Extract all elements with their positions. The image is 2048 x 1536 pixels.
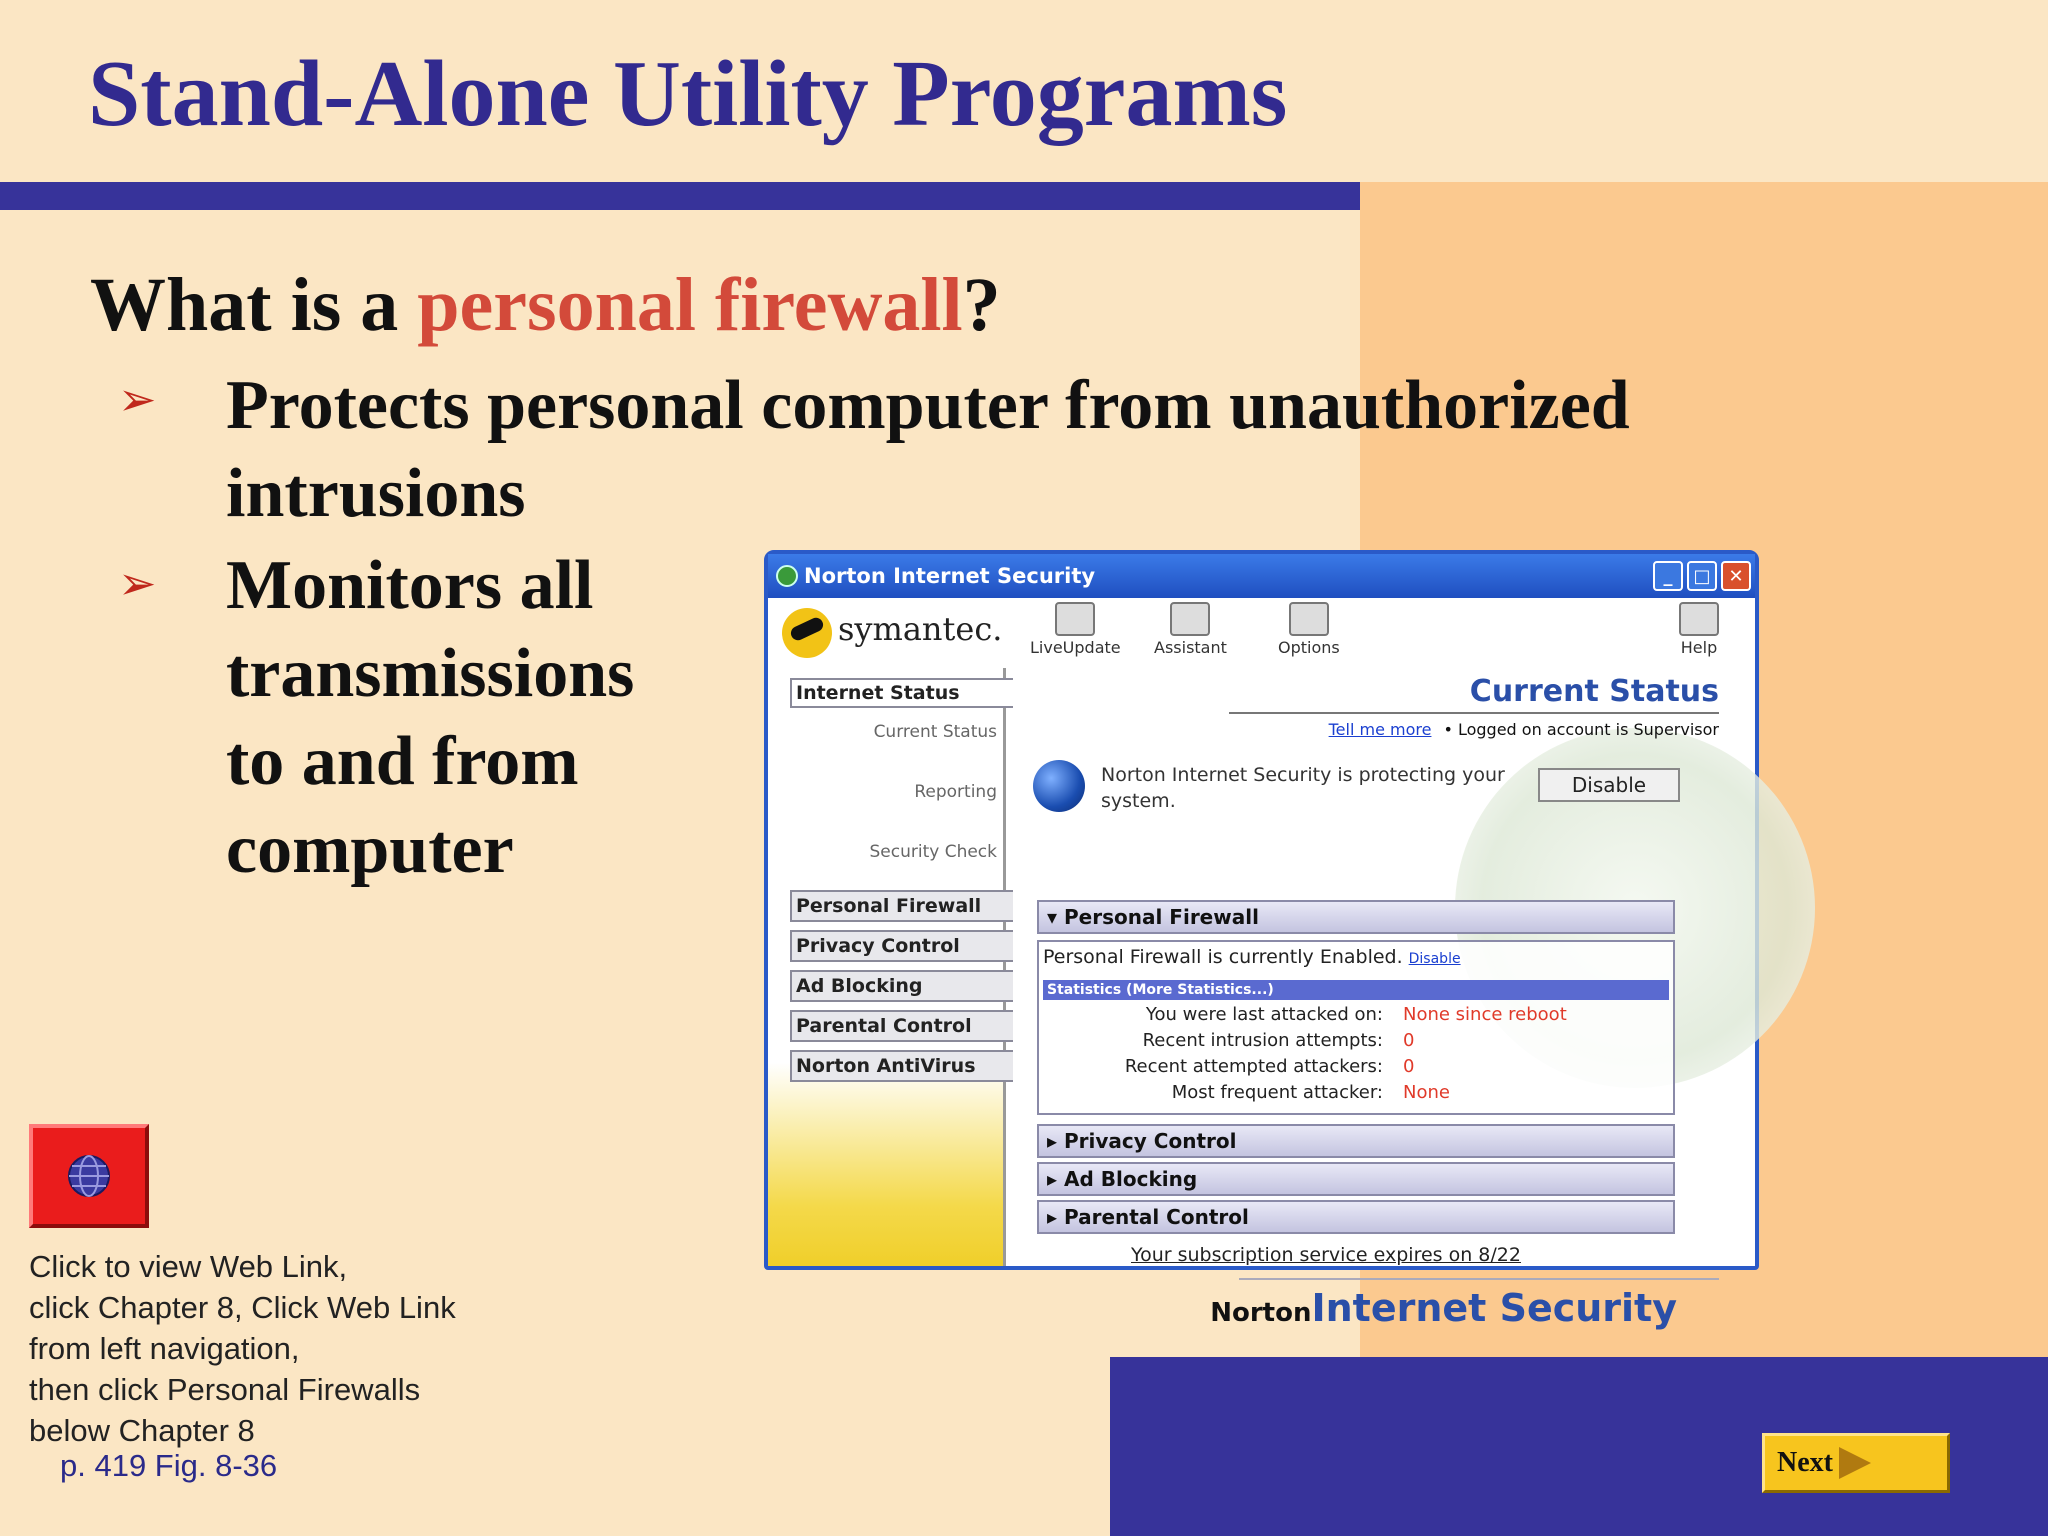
help-label: Help bbox=[1680, 638, 1718, 657]
options-button[interactable] bbox=[1278, 602, 1340, 657]
next-label: Next bbox=[1777, 1447, 1833, 1478]
account-info bbox=[1329, 720, 1719, 739]
bullet-arrow-icon: ➢ bbox=[118, 372, 157, 426]
protection-status-text: Norton Internet Security is protecting your system. bbox=[1101, 764, 1505, 812]
sidebar-item-norton-antivirus[interactable]: Norton AntiVirus bbox=[790, 1050, 1034, 1082]
parental-control-panel-header[interactable]: ▸ Parental Control bbox=[1037, 1200, 1675, 1234]
stat-value: 0 bbox=[1403, 1030, 1415, 1051]
brand-product: Internet Security bbox=[1311, 1286, 1677, 1330]
personal-firewall-panel-label: Personal Firewall bbox=[1064, 905, 1259, 929]
liveupdate-button[interactable] bbox=[1030, 602, 1121, 657]
next-arrow-icon bbox=[1839, 1447, 1871, 1479]
bullet-2-line-3: to and from bbox=[226, 723, 579, 800]
personal-firewall-panel-header[interactable]: ▾ Personal Firewall bbox=[1037, 900, 1675, 934]
caption-line: then click Personal Firewalls bbox=[29, 1372, 421, 1407]
brand-norton: Norton bbox=[1210, 1298, 1312, 1328]
title-underline-bar bbox=[0, 182, 1360, 210]
sidebar-item-privacy-control[interactable]: Privacy Control bbox=[790, 930, 1034, 962]
sidebar-item-reporting[interactable]: Reporting bbox=[914, 782, 997, 802]
bullet-2 bbox=[226, 542, 634, 894]
current-status-heading: Current Status bbox=[1469, 674, 1719, 709]
caption-line: Click to view Web Link, bbox=[29, 1249, 348, 1284]
close-button[interactable]: ✕ bbox=[1721, 561, 1751, 591]
app-icon bbox=[776, 565, 798, 587]
window-title: Norton Internet Security bbox=[804, 564, 1096, 588]
protection-globe-icon bbox=[1033, 760, 1085, 812]
stat-value: None since reboot bbox=[1403, 1004, 1567, 1025]
tell-me-more-link[interactable]: Tell me more bbox=[1328, 720, 1432, 739]
maximize-button[interactable]: □ bbox=[1687, 561, 1717, 591]
question-accent: personal firewall bbox=[417, 263, 963, 347]
question-heading bbox=[90, 262, 1001, 349]
firewall-disable-link[interactable]: Disable bbox=[1408, 951, 1461, 967]
stat-label: Recent attempted attackers: bbox=[1124, 1056, 1383, 1077]
bullet-2-line-1: Monitors all bbox=[226, 547, 594, 624]
panel-label: Ad Blocking bbox=[1064, 1167, 1198, 1191]
options-label: Options bbox=[1278, 638, 1340, 657]
page-reference: p. 419 Fig. 8-36 bbox=[60, 1448, 278, 1483]
bullet-2-line-4: computer bbox=[226, 811, 514, 888]
window-toolbar bbox=[768, 598, 1755, 668]
caption-line: click Chapter 8, Click Web Link bbox=[29, 1290, 456, 1325]
privacy-control-panel-header[interactable]: ▸ Privacy Control bbox=[1037, 1124, 1675, 1158]
panel-label: Privacy Control bbox=[1064, 1129, 1237, 1153]
stat-value: None bbox=[1403, 1082, 1450, 1103]
assistant-icon bbox=[1170, 602, 1210, 636]
web-link-caption bbox=[29, 1246, 456, 1451]
bullet-1-line-2: intrusions bbox=[226, 455, 526, 532]
logged-on-text: • Logged on account is Supervisor bbox=[1443, 720, 1719, 739]
ad-blocking-panel-header[interactable]: ▸ Ad Blocking bbox=[1037, 1162, 1675, 1196]
help-button[interactable] bbox=[1679, 602, 1719, 657]
sidebar-item-parental-control[interactable]: Parental Control bbox=[790, 1010, 1034, 1042]
options-icon bbox=[1289, 602, 1329, 636]
sidebar-section-internet-status[interactable]: Internet Status bbox=[790, 678, 1034, 708]
liveupdate-label: LiveUpdate bbox=[1030, 638, 1121, 657]
minimize-button[interactable]: _ bbox=[1653, 561, 1683, 591]
slide-title: Stand-Alone Utility Programs bbox=[88, 42, 1288, 146]
question-prefix: What is a bbox=[90, 263, 418, 347]
stat-value: 0 bbox=[1403, 1056, 1415, 1077]
panel-label: Parental Control bbox=[1064, 1205, 1249, 1229]
personal-firewall-panel-body bbox=[1037, 940, 1675, 1115]
window-sidebar bbox=[768, 668, 1006, 1266]
symantec-logo-text: symantec. bbox=[838, 610, 1003, 648]
statistics-bar[interactable]: Statistics (More Statistics...) bbox=[1043, 980, 1669, 1000]
next-button[interactable] bbox=[1762, 1433, 1950, 1493]
subscription-link[interactable]: Your subscription service expires on 8/22 bbox=[1131, 1244, 1521, 1266]
symantec-logo-icon bbox=[782, 608, 832, 658]
sidebar-item-security-check[interactable]: Security Check bbox=[869, 842, 997, 862]
sidebar-item-personal-firewall[interactable]: Personal Firewall bbox=[790, 890, 1034, 922]
liveupdate-icon bbox=[1055, 602, 1095, 636]
norton-window bbox=[764, 550, 1759, 1330]
assistant-button[interactable] bbox=[1154, 602, 1227, 657]
brand-divider bbox=[1239, 1278, 1719, 1280]
heading-divider bbox=[1229, 712, 1719, 714]
assistant-label: Assistant bbox=[1154, 638, 1227, 657]
bullet-1 bbox=[226, 362, 1630, 538]
caption-line: from left navigation, bbox=[29, 1331, 300, 1366]
bullet-arrow-icon: ➢ bbox=[118, 556, 157, 610]
sidebar-item-ad-blocking[interactable]: Ad Blocking bbox=[790, 970, 1034, 1002]
sidebar-item-current-status[interactable]: Current Status bbox=[873, 722, 997, 742]
firewall-status bbox=[1043, 946, 1461, 968]
stat-label: Most frequent attacker: bbox=[1171, 1082, 1383, 1103]
bullet-2-line-2: transmissions bbox=[226, 635, 635, 712]
web-link-button[interactable] bbox=[29, 1124, 149, 1228]
bullet-1-line-1: Protects personal computer from unauthorized bbox=[226, 367, 1630, 444]
disable-button[interactable]: Disable bbox=[1538, 768, 1680, 802]
window-titlebar bbox=[768, 554, 1755, 598]
norton-brand bbox=[1210, 1286, 1677, 1330]
main-panel bbox=[1013, 668, 1755, 1330]
help-icon bbox=[1679, 602, 1719, 636]
firewall-status-text: Personal Firewall is currently Enabled. bbox=[1043, 946, 1403, 968]
stat-label: You were last attacked on: bbox=[1145, 1004, 1383, 1025]
question-suffix: ? bbox=[962, 263, 1001, 347]
globe-icon bbox=[66, 1153, 112, 1199]
caption-line: below Chapter 8 bbox=[29, 1413, 255, 1448]
stat-label: Recent intrusion attempts: bbox=[1142, 1030, 1383, 1051]
